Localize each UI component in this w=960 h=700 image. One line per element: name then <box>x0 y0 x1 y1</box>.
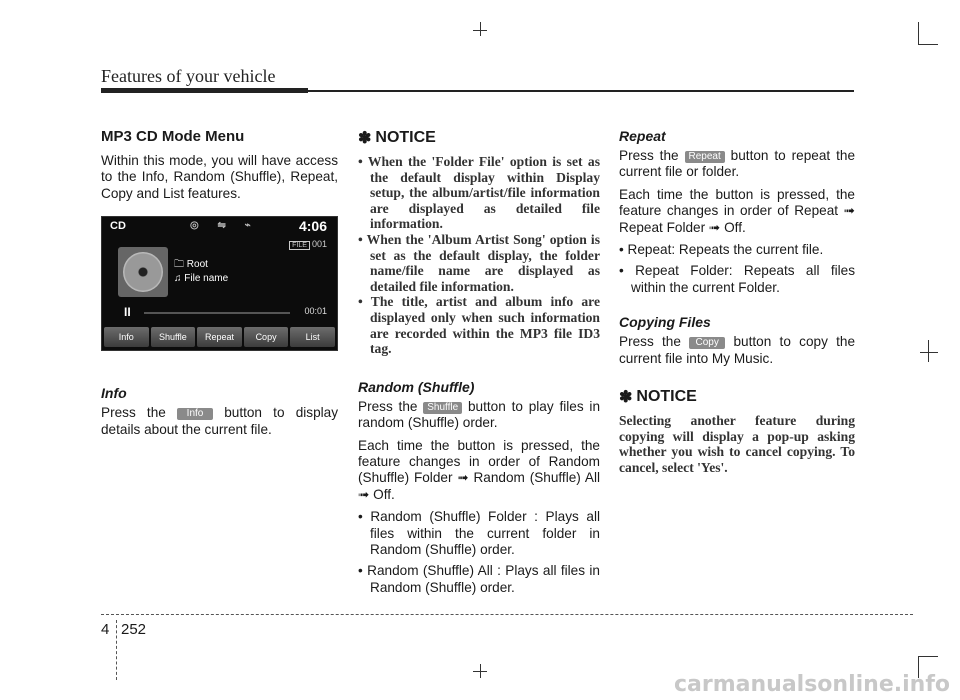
folder-row: 🗀 Root <box>174 259 208 271</box>
music-note-icon: ♫ <box>174 273 185 285</box>
notice-item: • When the 'Folder File' option is set as the default display within Display setup, the album/artist/file information are displayed as detailed file information. <box>358 154 600 232</box>
notice-star-icon: ✽ <box>619 389 633 407</box>
folder-icon: 🗀 <box>174 259 187 271</box>
cd-mode-screen <box>101 216 338 351</box>
list-item: • Repeat Folder: Repeats all files within the current Folder. <box>619 263 855 296</box>
file-row: ♫ File name <box>174 273 229 285</box>
crop-mark <box>918 22 919 44</box>
section-heading: MP3 CD Mode Menu <box>101 128 245 145</box>
info-heading: Info <box>101 385 127 402</box>
screen-menu-buttons <box>104 327 335 347</box>
notice-item: • When the 'Album Artist Song' option is set as the default display, the folder name/file name are displayed as detailed file information. <box>358 232 600 294</box>
notice-heading: ✽ NOTICE <box>619 388 697 407</box>
page-header-title: Features of your vehicle <box>101 66 276 86</box>
disc-icon <box>118 247 168 297</box>
crop-mark <box>918 44 938 45</box>
copy-paragraph: Press the Copy button to copy the current file into My Music. <box>619 334 856 366</box>
notice-item: • The title, artist and album info are displayed only when such information are recorded within the MP3 file ID3 tag. <box>358 294 600 356</box>
notice-heading: ✽ NOTICE <box>358 129 436 147</box>
notice-star-icon: ✽ <box>358 130 372 147</box>
shuffle-button-label: Shuffle <box>423 402 462 414</box>
page-number: 252 <box>121 621 147 638</box>
shuffle-heading: Random (Shuffle) <box>358 378 475 395</box>
footer-crop-line <box>116 620 117 680</box>
screen-source: CD <box>110 220 126 233</box>
list-item: • Random (Shuffle) Folder : Plays all files within the current folder in Random (Shuffle) order. <box>358 509 600 558</box>
column-2 <box>358 128 600 602</box>
intro-paragraph: Within this mode, you will have access to the Info, Random (Shuffle), Repeat, Copy and List features. <box>101 153 338 201</box>
progress-bar <box>144 312 290 314</box>
file-counter: FILE 001 <box>289 239 327 249</box>
status-icons: ◎ ⇋ ⌁ <box>190 220 259 232</box>
shuffle-cycle: Each time the button is pressed, the feature changes in order of Random (Shuffle) Folder ➟ Random (Shuffle) All ➟ Off. <box>358 437 600 502</box>
repeat-heading: Repeat <box>619 128 666 144</box>
pause-icon: II <box>124 305 131 320</box>
notice-list <box>358 154 600 357</box>
screen-repeat-button[interactable]: Repeat <box>197 327 242 347</box>
screen-status-bar <box>102 217 337 235</box>
copy-heading: Copying Files <box>619 314 711 331</box>
crop-mark <box>473 30 487 31</box>
copy-button-label: Copy <box>689 337 725 349</box>
repeat-button-label: Repeat <box>685 151 725 163</box>
list-item: • Random (Shuffle) All : Plays all files in Random (Shuffle) order. <box>358 563 600 596</box>
crop-mark <box>918 656 938 657</box>
repeat-paragraph: Press the Repeat button to repeat the current file or folder. <box>619 148 856 180</box>
notice-paragraph: Selecting another feature during copying will display a pop-up asking whether you wish to cancel copying. To cancel, select 'Yes'. <box>619 413 855 475</box>
info-paragraph: Press the Info button to display details about the current file. <box>101 405 339 437</box>
list-item: • Repeat: Repeats the current file. <box>619 242 855 258</box>
elapsed-time: 00:01 <box>304 306 327 317</box>
shuffle-paragraph: Press the Shuffle button to play files in random (Shuffle) order. <box>358 398 601 431</box>
header-rule <box>101 88 308 93</box>
screen-clock: 4:06 <box>298 218 327 235</box>
watermark: carmanualsonline.info <box>674 672 950 697</box>
screen-info-button[interactable]: Info <box>104 327 149 347</box>
repeat-cycle: Each time the button is pressed, the feature changes in order of Repeat ➟ Repeat Folder ➟ Off. <box>619 186 855 235</box>
screen-list-button[interactable]: List <box>290 327 335 347</box>
screen-copy-button[interactable]: Copy <box>244 327 289 347</box>
shuffle-bullets <box>358 509 600 596</box>
info-button-label: Info <box>177 408 213 420</box>
chapter-number: 4 <box>101 621 110 638</box>
crop-mark <box>480 22 481 36</box>
crop-mark <box>473 671 487 672</box>
column-3 <box>619 128 855 475</box>
header-rule-thin <box>308 90 854 92</box>
footer-rule <box>101 614 913 615</box>
crop-mark <box>928 340 929 362</box>
crop-mark <box>920 352 938 353</box>
screen-shuffle-button[interactable]: Shuffle <box>151 327 196 347</box>
repeat-bullets <box>619 242 855 296</box>
column-1 <box>101 128 338 444</box>
